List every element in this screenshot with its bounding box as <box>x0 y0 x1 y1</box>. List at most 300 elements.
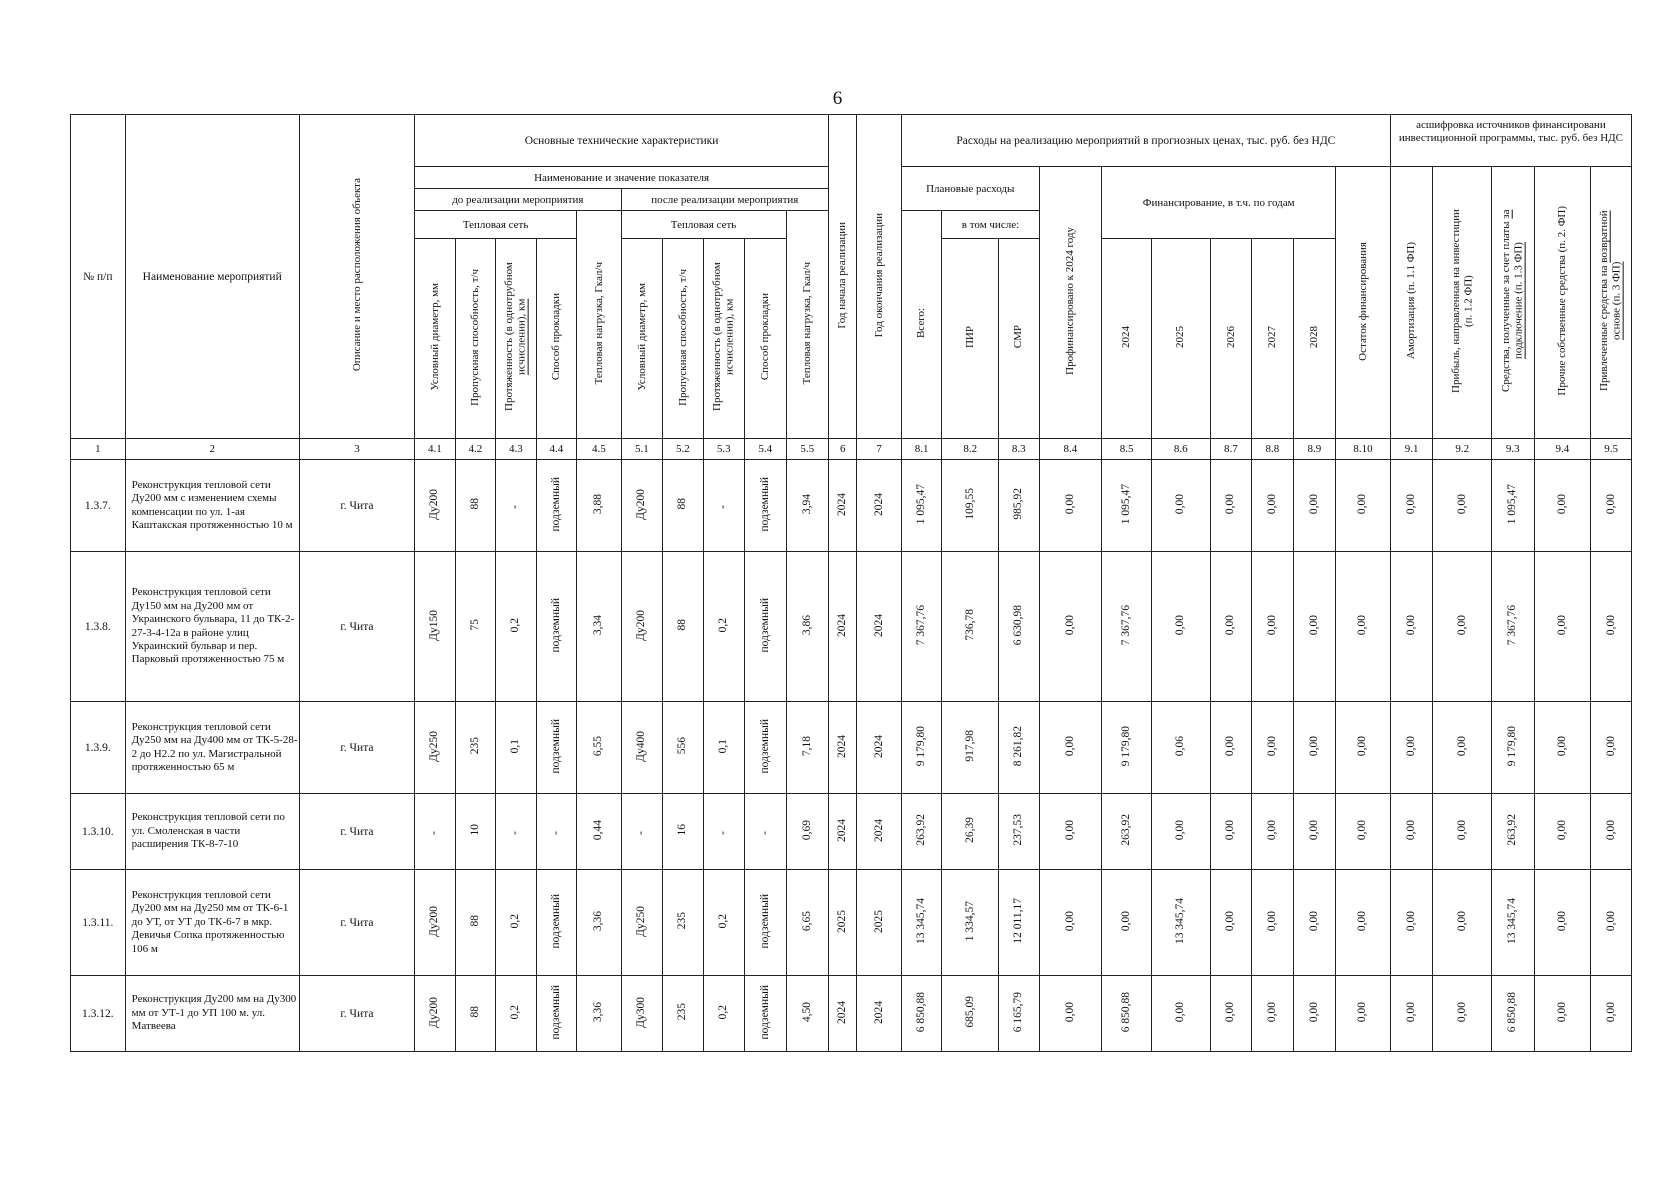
value-text: 6 165,79 <box>1012 991 1025 1033</box>
value-text: Ду200 <box>635 488 648 520</box>
value-cell <box>703 460 744 552</box>
value-cell <box>999 460 1039 552</box>
location: г. Чита <box>299 870 414 976</box>
value-text: 0,00 <box>1356 735 1369 757</box>
value-text: 2025 <box>872 909 885 933</box>
value-text: 7 367,76 <box>1119 604 1132 646</box>
value-cell <box>577 870 622 976</box>
borrowed-funds-header: Привлеченные средства на возвратной основе (п. 3 ФП) <box>1591 167 1632 439</box>
value-cell <box>1151 976 1210 1052</box>
value-text: Ду250 <box>635 905 648 937</box>
value-text: 0,00 <box>1356 910 1369 932</box>
value-text: 0,00 <box>1604 1001 1617 1023</box>
value-cell <box>1534 870 1591 976</box>
value-text: 985,92 <box>1012 488 1025 520</box>
value-cell <box>1102 552 1152 702</box>
value-cell <box>1252 702 1293 794</box>
year-end-header: Год окончания реализации <box>857 115 902 439</box>
value-text: 6,55 <box>592 735 605 757</box>
measure-name: Реконструкция Ду200 мм на Ду300 мм от УТ-1 до УП 100 м. ул. Матвеева <box>125 976 299 1052</box>
value-cell <box>621 702 662 794</box>
value-text: 0,00 <box>1307 735 1320 757</box>
value-cell <box>942 552 999 702</box>
indicator-header: Наименование и значение показателя <box>415 167 829 189</box>
value-text: 1 095,47 <box>915 483 928 525</box>
value-text: 13 345,74 <box>1506 898 1519 944</box>
value-cell <box>1390 794 1433 870</box>
year-2025-header: 2025 <box>1151 239 1210 439</box>
value-text: 0,00 <box>1265 1001 1278 1023</box>
value-cell <box>1492 702 1535 794</box>
value-cell <box>999 794 1039 870</box>
value-cell <box>455 460 495 552</box>
value-cell <box>1492 870 1535 976</box>
value-text: 0,00 <box>1174 493 1187 515</box>
value-text: 9 179,80 <box>915 725 928 767</box>
row-number: 1.3.9. <box>71 702 126 794</box>
value-cell <box>415 976 455 1052</box>
value-text: - <box>758 830 771 835</box>
row-number: 1.3.11. <box>71 870 126 976</box>
value-cell <box>1210 870 1251 976</box>
value-text: 2024 <box>872 492 885 516</box>
column-number: 5.2 <box>663 439 703 460</box>
value-cell <box>829 460 857 552</box>
value-text: 6 850,88 <box>1506 991 1519 1033</box>
value-cell <box>496 460 536 552</box>
column-number: 8.2 <box>942 439 999 460</box>
value-text: 3,86 <box>800 614 813 636</box>
value-text: 0,00 <box>1265 614 1278 636</box>
value-cell <box>455 794 495 870</box>
value-cell <box>857 794 902 870</box>
value-text: 88 <box>468 1006 481 1018</box>
value-cell <box>663 552 703 702</box>
value-text: Ду200 <box>428 996 441 1028</box>
value-cell <box>829 702 857 794</box>
value-cell <box>1336 870 1391 976</box>
value-text: подземный <box>549 718 562 774</box>
value-cell <box>745 702 786 794</box>
value-cell <box>786 460 829 552</box>
value-text: 0,00 <box>1356 1001 1369 1023</box>
value-cell <box>415 460 455 552</box>
value-text: Ду200 <box>428 905 441 937</box>
value-text: 26,39 <box>963 817 976 843</box>
value-cell <box>1336 976 1391 1052</box>
value-text: 0,00 <box>1307 910 1320 932</box>
value-text: 0,44 <box>592 819 605 841</box>
heat-network-after-header: Тепловая сеть <box>621 211 786 239</box>
value-text: 0,00 <box>1604 614 1617 636</box>
value-cell <box>1433 870 1492 976</box>
value-text: 0,00 <box>1356 819 1369 841</box>
value-text: 2024 <box>872 1000 885 1024</box>
value-text: 0,2 <box>717 913 730 929</box>
value-text: 0,1 <box>509 738 522 754</box>
column-number: 8.5 <box>1102 439 1152 460</box>
value-cell <box>1102 976 1152 1052</box>
value-cell <box>745 870 786 976</box>
value-cell <box>455 702 495 794</box>
value-cell <box>1151 460 1210 552</box>
value-cell <box>1591 870 1632 976</box>
value-cell <box>1591 702 1632 794</box>
value-text: 2024 <box>872 613 885 637</box>
value-text: 0,00 <box>1224 910 1237 932</box>
value-text: подземный <box>549 984 562 1040</box>
value-text: 0,00 <box>1455 910 1468 932</box>
value-text: 0,1 <box>717 738 730 754</box>
value-text: 2024 <box>872 734 885 758</box>
value-text: подземный <box>758 893 771 949</box>
value-cell <box>536 870 576 976</box>
value-text: 685,09 <box>963 996 976 1028</box>
value-cell <box>745 794 786 870</box>
value-cell <box>703 976 744 1052</box>
value-cell <box>496 870 536 976</box>
value-cell <box>1336 794 1391 870</box>
value-text: 0,00 <box>1174 819 1187 841</box>
value-cell <box>621 552 662 702</box>
value-text: 12 011,17 <box>1012 898 1025 944</box>
value-text: 736,78 <box>963 609 976 641</box>
value-cell <box>745 460 786 552</box>
value-text: 0,2 <box>717 1004 730 1020</box>
table-row <box>71 976 1632 1052</box>
data-rows <box>71 460 1632 1052</box>
financing-years-header: Финансирование, в т.ч. по годам <box>1102 167 1336 239</box>
value-cell <box>942 460 999 552</box>
value-text: 7,18 <box>800 735 813 757</box>
value-cell <box>1210 460 1251 552</box>
column-number: 9.3 <box>1492 439 1535 460</box>
investment-program-table <box>70 114 1632 1052</box>
column-number: 4.4 <box>536 439 576 460</box>
value-cell <box>536 794 576 870</box>
value-text: 1 095,47 <box>1119 483 1132 525</box>
measure-name: Реконструкция тепловой сети Ду200 мм с изменением схемы компенсации по ул. 1-ая Каштакская протяженностью 10 м <box>125 460 299 552</box>
value-text: 2024 <box>836 492 849 516</box>
value-text: 0,00 <box>1265 910 1278 932</box>
value-cell <box>1390 702 1433 794</box>
value-cell <box>415 794 455 870</box>
value-cell <box>999 976 1039 1052</box>
column-number: 9.4 <box>1534 439 1591 460</box>
after-header: после реализации мероприятия <box>621 189 828 211</box>
sources-header: асшифровка источников финансировани инвестиционной программы, тыс. руб. без НДС <box>1390 115 1631 167</box>
value-text: 88 <box>676 498 689 510</box>
value-text: 8 261,82 <box>1012 725 1025 767</box>
value-text: 0,00 <box>1455 493 1468 515</box>
value-cell <box>663 702 703 794</box>
value-text: 0,00 <box>1063 819 1076 841</box>
value-cell <box>1252 870 1293 976</box>
value-cell <box>857 976 902 1052</box>
value-cell <box>1039 870 1102 976</box>
value-text: 13 345,74 <box>915 898 928 944</box>
value-cell <box>999 702 1039 794</box>
value-text: 3,36 <box>592 1001 605 1023</box>
value-cell <box>901 976 941 1052</box>
value-cell <box>1151 552 1210 702</box>
laying-after-header: Способ прокладки <box>745 239 786 439</box>
value-text: 235 <box>676 912 689 930</box>
column-number: 8.8 <box>1252 439 1293 460</box>
value-cell <box>496 976 536 1052</box>
value-cell <box>415 870 455 976</box>
capacity-after-header: Пропускная способность, т/ч <box>663 239 703 439</box>
value-text: Ду150 <box>428 609 441 641</box>
column-number: 8.1 <box>901 439 941 460</box>
value-cell <box>1252 976 1293 1052</box>
value-cell <box>703 870 744 976</box>
value-text: 0,00 <box>1224 735 1237 757</box>
column-number: 8.7 <box>1210 439 1251 460</box>
value-text: 7 367,76 <box>1506 604 1519 646</box>
value-text: 0,00 <box>1174 614 1187 636</box>
column-number: 3 <box>299 439 414 460</box>
value-text: 0,00 <box>1555 819 1568 841</box>
measure-name: Реконструкция тепловой сети по ул. Смоленская в части расширения ТК-8-7-10 <box>125 794 299 870</box>
row-number: 1.3.7. <box>71 460 126 552</box>
value-text: 13 345,74 <box>1174 898 1187 944</box>
value-cell <box>1293 976 1336 1052</box>
table-row <box>71 870 1632 976</box>
value-cell <box>829 976 857 1052</box>
value-cell <box>621 976 662 1052</box>
value-cell <box>577 702 622 794</box>
value-text: 917,98 <box>963 730 976 762</box>
value-cell <box>663 460 703 552</box>
value-text: - <box>717 504 730 509</box>
laying-before-header: Способ прокладки <box>536 239 576 439</box>
value-text: 0,00 <box>1404 910 1417 932</box>
value-text: подземный <box>549 893 562 949</box>
value-text: 2024 <box>836 613 849 637</box>
value-cell <box>942 976 999 1052</box>
value-text: 0,00 <box>1224 614 1237 636</box>
value-cell <box>1591 976 1632 1052</box>
value-text: 0,00 <box>1555 1001 1568 1023</box>
value-text: 0,00 <box>1604 735 1617 757</box>
table-row <box>71 552 1632 702</box>
value-cell <box>1390 870 1433 976</box>
capacity-before-header: Пропускная способность, т/ч <box>455 239 495 439</box>
value-text: 0,00 <box>1404 819 1417 841</box>
value-cell <box>536 460 576 552</box>
value-text: Ду300 <box>635 996 648 1028</box>
value-cell <box>786 870 829 976</box>
value-cell <box>1336 552 1391 702</box>
value-text: 0,2 <box>509 1004 522 1020</box>
remainder-header: Остаток финансирования <box>1336 167 1391 439</box>
value-cell <box>745 976 786 1052</box>
value-text: 0,00 <box>1356 493 1369 515</box>
value-text: 2025 <box>836 909 849 933</box>
value-text: 0,00 <box>1404 493 1417 515</box>
value-text: 0,00 <box>1404 614 1417 636</box>
value-cell <box>1102 870 1152 976</box>
table-row <box>71 794 1632 870</box>
value-text: - <box>717 830 730 835</box>
value-text: 0,00 <box>1265 735 1278 757</box>
value-text: 0,00 <box>1063 735 1076 757</box>
value-cell <box>1293 794 1336 870</box>
value-text: 2024 <box>836 734 849 758</box>
value-cell <box>999 870 1039 976</box>
value-text: 235 <box>468 737 481 755</box>
value-text: 0,00 <box>1307 1001 1320 1023</box>
column-number: 9.1 <box>1390 439 1433 460</box>
location: г. Чита <box>299 552 414 702</box>
value-text: 0,00 <box>1307 819 1320 841</box>
value-cell <box>1433 702 1492 794</box>
value-cell <box>1252 552 1293 702</box>
value-cell <box>1534 794 1591 870</box>
col-location-header: Описание и место расположения объекта <box>299 115 414 439</box>
column-number: 9.5 <box>1591 439 1632 460</box>
value-text: 0,00 <box>1604 493 1617 515</box>
value-cell <box>536 976 576 1052</box>
value-cell <box>663 976 703 1052</box>
value-cell <box>1591 552 1632 702</box>
value-text: подземный <box>758 718 771 774</box>
value-cell <box>703 702 744 794</box>
value-cell <box>1534 702 1591 794</box>
location: г. Чита <box>299 976 414 1052</box>
col-name-header: Наименование мероприятий <box>125 115 299 439</box>
value-cell <box>942 794 999 870</box>
value-text: 0,00 <box>1455 1001 1468 1023</box>
value-text: - <box>509 830 522 835</box>
value-text: 0,00 <box>1455 614 1468 636</box>
column-number: 5.5 <box>786 439 829 460</box>
diameter-before-header: Условный диаметр, мм <box>415 239 455 439</box>
year-2027-header: 2027 <box>1252 239 1293 439</box>
value-text: 0,2 <box>509 617 522 633</box>
value-text: 10 <box>468 824 481 836</box>
value-text: Ду400 <box>635 730 648 762</box>
value-text: 0,00 <box>1555 614 1568 636</box>
value-cell <box>1151 794 1210 870</box>
value-cell <box>455 976 495 1052</box>
value-text: подземный <box>758 476 771 532</box>
load-before-header: Тепловая нагрузка, Гкал/ч <box>577 211 622 439</box>
column-number: 4.5 <box>577 439 622 460</box>
value-cell <box>536 702 576 794</box>
value-cell <box>1492 552 1535 702</box>
other-own-funds-header: Прочие собственные средства (п. 2. ФП) <box>1534 167 1591 439</box>
measure-name: Реконструкция тепловой сети Ду200 мм на Ду250 мм от ТК-6-1 до УТ, от УТ до ТК-6-7 в мкр. Девичья Сопка протяженностью 106 м <box>125 870 299 976</box>
total-header: Всего: <box>901 211 941 439</box>
value-cell <box>1336 460 1391 552</box>
location: г. Чита <box>299 460 414 552</box>
value-cell <box>1039 702 1102 794</box>
value-text: 16 <box>676 824 689 836</box>
location: г. Чита <box>299 702 414 794</box>
heat-network-before-header: Тепловая сеть <box>415 211 577 239</box>
including-header: в том числе: <box>942 211 1039 239</box>
value-text: 0,00 <box>1307 493 1320 515</box>
value-cell <box>1492 794 1535 870</box>
value-text: - <box>428 830 441 835</box>
value-cell <box>1102 460 1152 552</box>
value-cell <box>829 870 857 976</box>
value-cell <box>786 976 829 1052</box>
value-text: подземный <box>758 984 771 1040</box>
value-cell <box>901 460 941 552</box>
value-text: 6 850,88 <box>1119 991 1132 1033</box>
table-row <box>71 460 1632 552</box>
column-number: 4.3 <box>496 439 536 460</box>
value-cell <box>1293 870 1336 976</box>
value-cell <box>1151 870 1210 976</box>
value-text: 235 <box>676 1003 689 1021</box>
value-text: 263,92 <box>1119 814 1132 846</box>
value-cell <box>1252 794 1293 870</box>
value-text: 0,00 <box>1265 819 1278 841</box>
column-numbers-row <box>71 439 1632 460</box>
value-cell <box>786 702 829 794</box>
value-cell <box>1293 702 1336 794</box>
column-number: 5.4 <box>745 439 786 460</box>
value-cell <box>1433 460 1492 552</box>
value-cell <box>577 976 622 1052</box>
value-cell <box>901 870 941 976</box>
value-cell <box>621 870 662 976</box>
value-text: 0,00 <box>1604 819 1617 841</box>
prefinanced-header: Профинансировано к 2024 году <box>1039 167 1102 439</box>
value-text: 0,00 <box>1224 1001 1237 1023</box>
table-row <box>71 702 1632 794</box>
value-text: 237,53 <box>1012 814 1025 846</box>
value-cell <box>455 870 495 976</box>
costs-header: Расходы на реализацию мероприятий в прогнозных ценах, тыс. руб. без НДС <box>901 115 1390 167</box>
value-text: 0,00 <box>1174 1001 1187 1023</box>
value-text: 9 179,80 <box>1119 725 1132 767</box>
value-cell <box>1591 794 1632 870</box>
value-cell <box>663 794 703 870</box>
value-text: подземный <box>549 476 562 532</box>
value-text: 0,00 <box>1356 614 1369 636</box>
value-cell <box>857 702 902 794</box>
value-text: Ду200 <box>428 488 441 520</box>
value-cell <box>745 552 786 702</box>
value-text: 0,00 <box>1307 614 1320 636</box>
value-text: 109,55 <box>963 488 976 520</box>
value-text: 0,2 <box>509 913 522 929</box>
value-cell <box>1210 702 1251 794</box>
amortization-header: Амортизация (п. 1.1 ФП) <box>1390 167 1433 439</box>
value-cell <box>1534 552 1591 702</box>
value-text: 0,00 <box>1063 1001 1076 1023</box>
value-cell <box>415 552 455 702</box>
value-cell <box>857 870 902 976</box>
value-cell <box>942 702 999 794</box>
length-after-header: Протяженность (в однотрубном исчислении), км <box>703 239 744 439</box>
column-number: 8.4 <box>1039 439 1102 460</box>
column-number: 8.9 <box>1293 439 1336 460</box>
row-number: 1.3.8. <box>71 552 126 702</box>
column-number: 8.3 <box>999 439 1039 460</box>
value-cell <box>1433 552 1492 702</box>
value-cell <box>1534 976 1591 1052</box>
value-cell <box>829 552 857 702</box>
value-text: 2024 <box>872 818 885 842</box>
column-number: 2 <box>125 439 299 460</box>
value-cell <box>1591 460 1632 552</box>
